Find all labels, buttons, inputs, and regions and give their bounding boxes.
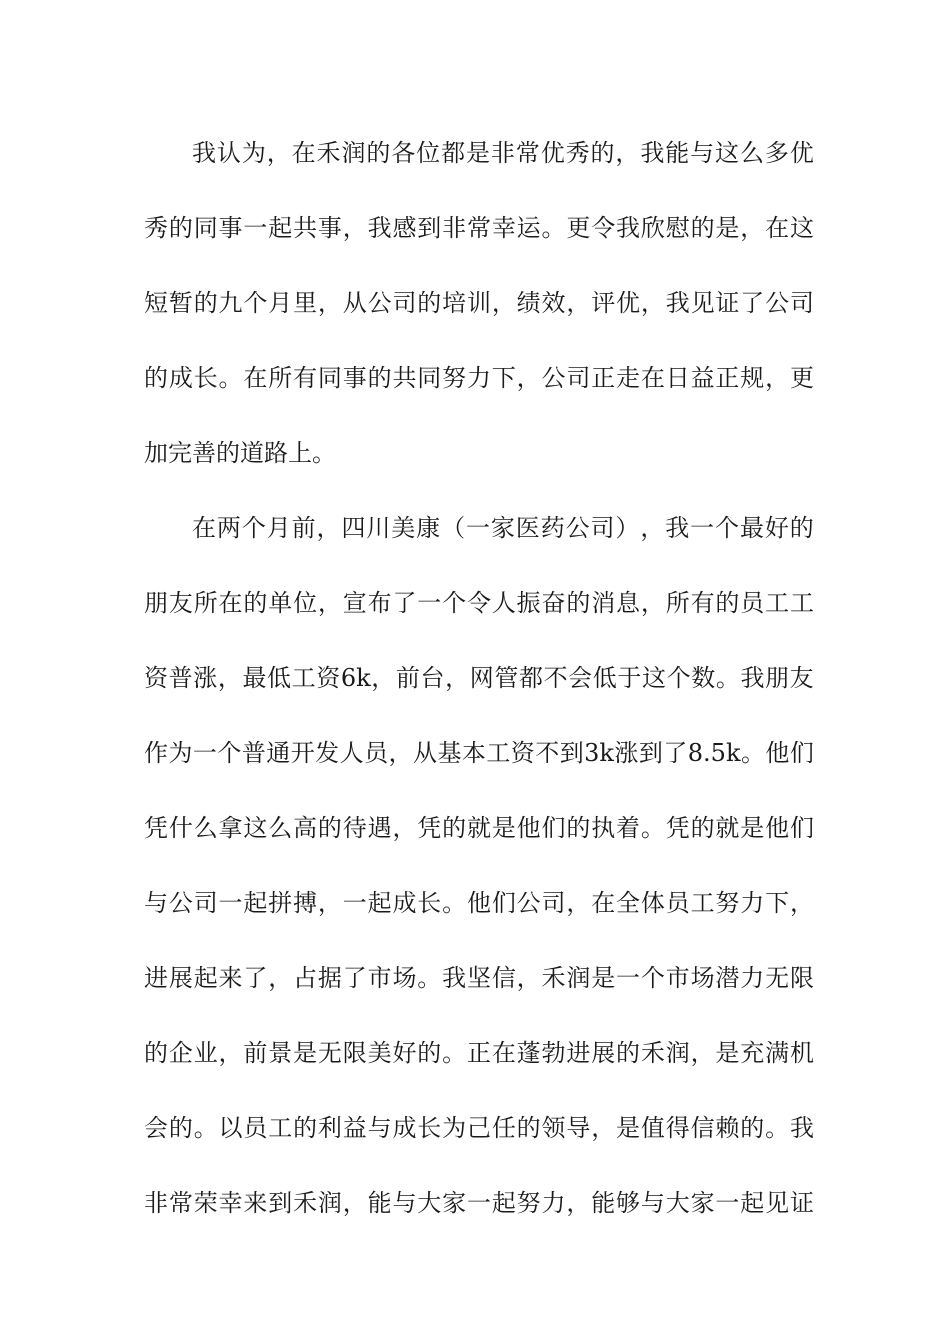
paragraph-2-line-1: 在 两 个 月 前 ， 四 川 美 康 （ 一 家 医 药 公 司 ） ， 我 一 个 最 好 的 [192,514,814,542]
paragraph-2-line-3: 资 普 涨 ， 最 低 工 资 6k ， 前 台 ， 网 管 都 不 会 低 于 这 个 数 。 我 朋 友 [144,664,814,692]
paragraph-2-line-9: 会 的 。 以 员 工 的 利 益 与 成 长 为 己 任 的 领 导 ， 是 值 得 信 赖 的 。 我 [144,1114,814,1142]
paragraph-2-line-5: 凭 什 么 拿 这 么 高 的 待 遇 ， 凭 的 就 是 他 们 的 执 着 。 凭 的 就 是 他 们 [144,814,814,842]
paragraph-1-line-1: 我 认 为 ， 在 禾 润 的 各 位 都 是 非 常 优 秀 的 ， 我 能 与 这 么 多 优 [192,139,814,167]
paragraph-2-line-8: 的 企 业 ， 前 景 是 无 限 美 好 的 。 正 在 蓬 勃 进 展 的 禾 润 ， 是 充 满 机 [144,1039,814,1067]
paragraph-2-line-10: 非 常 荣 幸 来 到 禾 润 ， 能 与 大 家 一 起 努 力 ， 能 够 与 大 家 一 起 见 证 [144,1189,814,1217]
paragraph-1-line-5: 加完善的道路上。 [144,439,336,467]
paragraph-1-line-3: 短 暂 的 九 个 月 里 ， 从 公 司 的 培 训 ， 绩 效 ， 评 优 ， 我 见 证 了 公 司 [144,289,814,317]
paragraph-1-line-2: 秀 的 同 事 一 起 共 事 ， 我 感 到 非 常 幸 运 。 更 令 我 欣 慰 的 是 ， 在 这 [144,214,814,242]
paragraph-1-line-4: 的 成 长 。 在 所 有 同 事 的 共 同 努 力 下 ， 公 司 正 走 在 日 益 正 规 ， 更 [144,364,814,392]
paragraph-2-line-2: 朋 友 所 在 的 单 位 ， 宣 布 了 一 个 令 人 振 奋 的 消 息 ， 所 有 的 员 工 工 [144,589,814,617]
document-body [144,127,814,1252]
paragraph-2-line-7: 进 展 起 来 了 ， 占 据 了 市 场 。 我 坚 信 ， 禾 润 是 一 个 市 场 潜 力 无 限 [144,964,814,992]
paragraph-2-line-4: 作 为 一 个 普 通 开 发 人 员 ， 从 基 本 工 资 不 到 3k 涨 到 了 8.5k 。 他 们 [144,739,814,767]
paragraph-2-line-6: 与 公 司 一 起 拼 搏 ， 一 起 成 长 。 他 们 公 司 ， 在 全 体 员 工 努 力 下 ， [144,889,814,917]
